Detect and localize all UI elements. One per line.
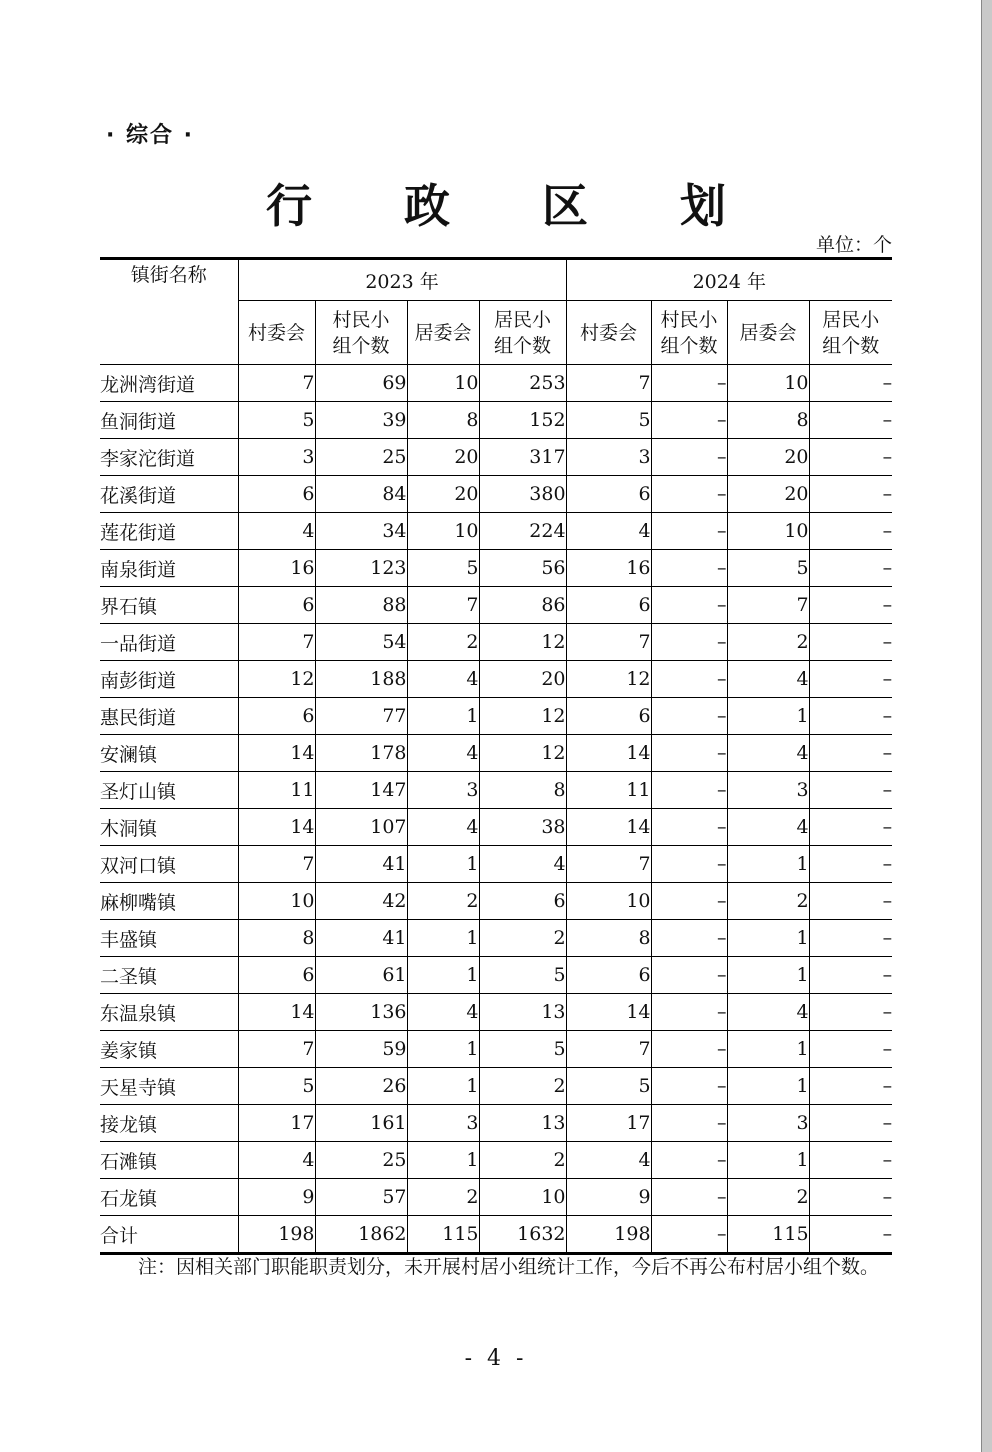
value-cell: 6 xyxy=(566,587,651,624)
value-cell: 16 xyxy=(566,550,651,587)
sub-header-cell xyxy=(566,301,651,365)
value-cell: 10 xyxy=(407,365,479,402)
value-cell: 14 xyxy=(566,735,651,772)
sub-header-cell xyxy=(651,301,727,365)
value-cell: 11 xyxy=(238,772,315,809)
value-cell: 1 xyxy=(727,846,809,883)
value-cell: 10 xyxy=(407,513,479,550)
header-year-2023: 2023 年 xyxy=(238,259,566,301)
value-cell: – xyxy=(809,1216,892,1254)
value-cell: 7 xyxy=(407,587,479,624)
value-cell: 8 xyxy=(566,920,651,957)
value-cell: 5 xyxy=(238,1068,315,1105)
table-row xyxy=(100,624,892,661)
sub-header-text: 村民小 xyxy=(660,308,718,331)
value-cell: 54 xyxy=(315,624,407,661)
value-cell: 69 xyxy=(315,365,407,402)
value-cell: 5 xyxy=(479,957,566,994)
value-cell: 8 xyxy=(479,772,566,809)
table-row xyxy=(100,476,892,513)
value-cell: 10 xyxy=(566,883,651,920)
sub-header-text: 组个数 xyxy=(822,334,880,357)
value-cell: 3 xyxy=(727,1105,809,1142)
value-cell: – xyxy=(651,1068,727,1105)
value-cell: 5 xyxy=(727,550,809,587)
value-cell: 1 xyxy=(407,920,479,957)
table-row xyxy=(100,402,892,439)
value-cell: – xyxy=(809,624,892,661)
value-cell: 14 xyxy=(238,994,315,1031)
value-cell: – xyxy=(809,1068,892,1105)
value-cell: 1632 xyxy=(479,1216,566,1254)
town-name-cell: 天星寺镇 xyxy=(100,1068,238,1105)
town-name-cell: 李家沱街道 xyxy=(100,439,238,476)
town-name-cell: 姜家镇 xyxy=(100,1031,238,1068)
value-cell: 198 xyxy=(238,1216,315,1254)
value-cell: 6 xyxy=(479,883,566,920)
value-cell: 17 xyxy=(238,1105,315,1142)
value-cell: 115 xyxy=(727,1216,809,1254)
value-cell: 2 xyxy=(479,1068,566,1105)
table-row xyxy=(100,365,892,402)
value-cell: 224 xyxy=(479,513,566,550)
value-cell: 4 xyxy=(727,994,809,1031)
value-cell: 14 xyxy=(238,809,315,846)
value-cell: – xyxy=(651,1031,727,1068)
value-cell: 4 xyxy=(566,1142,651,1179)
value-cell: 6 xyxy=(238,476,315,513)
value-cell: 1 xyxy=(407,1142,479,1179)
town-name-cell: 二圣镇 xyxy=(100,957,238,994)
total-row xyxy=(100,1216,892,1254)
value-cell: 86 xyxy=(479,587,566,624)
table-body xyxy=(100,365,892,1254)
table-row xyxy=(100,1068,892,1105)
page-number: - 4 - xyxy=(464,1346,528,1371)
value-cell: 1 xyxy=(727,1068,809,1105)
value-cell: 7 xyxy=(566,846,651,883)
value-cell: 2 xyxy=(727,883,809,920)
value-cell: – xyxy=(651,846,727,883)
town-name-cell: 花溪街道 xyxy=(100,476,238,513)
value-cell: 38 xyxy=(479,809,566,846)
value-cell: 178 xyxy=(315,735,407,772)
value-cell: 16 xyxy=(238,550,315,587)
sub-header-cell xyxy=(479,301,566,365)
value-cell: 1 xyxy=(407,1068,479,1105)
header-year-2024: 2024 年 xyxy=(566,259,892,301)
table-row xyxy=(100,1142,892,1179)
sub-header-text: 居委会 xyxy=(739,321,797,344)
value-cell: – xyxy=(651,1216,727,1254)
unit-label: 单位：个 xyxy=(815,234,892,256)
value-cell: 14 xyxy=(238,735,315,772)
value-cell: 6 xyxy=(238,957,315,994)
value-cell: – xyxy=(809,920,892,957)
value-cell: 13 xyxy=(479,1105,566,1142)
value-cell: – xyxy=(651,809,727,846)
value-cell: 188 xyxy=(315,661,407,698)
sub-header-cell xyxy=(407,301,479,365)
sub-header-cell xyxy=(727,301,809,365)
town-name-cell: 麻柳嘴镇 xyxy=(100,883,238,920)
sub-header-cell xyxy=(809,301,892,365)
value-cell: 6 xyxy=(238,698,315,735)
sub-header-cell xyxy=(315,301,407,365)
value-cell: – xyxy=(809,735,892,772)
value-cell: – xyxy=(809,846,892,883)
town-name-cell: 石滩镇 xyxy=(100,1142,238,1179)
value-cell: – xyxy=(651,550,727,587)
value-cell: 7 xyxy=(238,624,315,661)
town-name-cell: 南泉街道 xyxy=(100,550,238,587)
value-cell: 88 xyxy=(315,587,407,624)
value-cell: – xyxy=(809,439,892,476)
town-name-cell: 接龙镇 xyxy=(100,1105,238,1142)
value-cell: 1 xyxy=(407,1031,479,1068)
table-row xyxy=(100,587,892,624)
value-cell: 147 xyxy=(315,772,407,809)
table-row xyxy=(100,920,892,957)
table-row xyxy=(100,994,892,1031)
value-cell: – xyxy=(809,365,892,402)
footnote: 注：因相关部门职能职责划分，未开展村居小组统计工作，今后不再公布村居小组个数。 xyxy=(138,1256,880,1278)
town-name-cell: 圣灯山镇 xyxy=(100,772,238,809)
value-cell: 4 xyxy=(727,735,809,772)
value-cell: 7 xyxy=(238,1031,315,1068)
value-cell: 10 xyxy=(727,365,809,402)
value-cell: 4 xyxy=(727,809,809,846)
value-cell: 1 xyxy=(727,1142,809,1179)
town-name-cell: 惠民街道 xyxy=(100,698,238,735)
value-cell: 136 xyxy=(315,994,407,1031)
table-row xyxy=(100,957,892,994)
town-name-cell: 安澜镇 xyxy=(100,735,238,772)
value-cell: 380 xyxy=(479,476,566,513)
value-cell: 20 xyxy=(479,661,566,698)
value-cell: 5 xyxy=(566,1068,651,1105)
value-cell: 3 xyxy=(727,772,809,809)
value-cell: 25 xyxy=(315,439,407,476)
town-name-cell: 界石镇 xyxy=(100,587,238,624)
sub-header-text: 村委会 xyxy=(580,321,638,344)
value-cell: – xyxy=(809,513,892,550)
page-title: 行 政 区 划 xyxy=(265,179,765,233)
town-name-cell: 木洞镇 xyxy=(100,809,238,846)
value-cell: 4 xyxy=(479,846,566,883)
value-cell: 25 xyxy=(315,1142,407,1179)
town-name-cell: 石龙镇 xyxy=(100,1179,238,1216)
town-name-cell: 双河口镇 xyxy=(100,846,238,883)
value-cell: – xyxy=(809,994,892,1031)
table-row xyxy=(100,735,892,772)
value-cell: 1 xyxy=(727,1031,809,1068)
header-town-name: 镇街名称 xyxy=(100,259,238,365)
value-cell: 4 xyxy=(407,661,479,698)
value-cell: 2 xyxy=(727,1179,809,1216)
value-cell: 115 xyxy=(407,1216,479,1254)
value-cell: – xyxy=(651,402,727,439)
value-cell: 42 xyxy=(315,883,407,920)
value-cell: 1 xyxy=(727,957,809,994)
value-cell: 12 xyxy=(566,661,651,698)
sub-header-text: 村委会 xyxy=(247,321,305,344)
value-cell: 41 xyxy=(315,920,407,957)
value-cell: 4 xyxy=(407,994,479,1031)
table-row xyxy=(100,439,892,476)
value-cell: – xyxy=(651,698,727,735)
value-cell: 61 xyxy=(315,957,407,994)
value-cell: 12 xyxy=(479,624,566,661)
value-cell: – xyxy=(651,439,727,476)
value-cell: 34 xyxy=(315,513,407,550)
value-cell: 5 xyxy=(479,1031,566,1068)
table-row xyxy=(100,1031,892,1068)
value-cell: 3 xyxy=(407,772,479,809)
table-row xyxy=(100,550,892,587)
town-name-cell: 东温泉镇 xyxy=(100,994,238,1031)
value-cell: 9 xyxy=(566,1179,651,1216)
value-cell: – xyxy=(651,587,727,624)
value-cell: 7 xyxy=(727,587,809,624)
value-cell: – xyxy=(651,735,727,772)
value-cell: 7 xyxy=(566,365,651,402)
value-cell: 8 xyxy=(407,402,479,439)
value-cell: 14 xyxy=(566,994,651,1031)
value-cell: 10 xyxy=(238,883,315,920)
town-name-cell: 鱼洞街道 xyxy=(100,402,238,439)
value-cell: 5 xyxy=(238,402,315,439)
value-cell: 1 xyxy=(407,957,479,994)
value-cell: – xyxy=(651,1179,727,1216)
value-cell: 12 xyxy=(238,661,315,698)
value-cell: 4 xyxy=(407,809,479,846)
value-cell: – xyxy=(809,772,892,809)
value-cell: 20 xyxy=(407,476,479,513)
value-cell: – xyxy=(651,772,727,809)
sub-header-text: 组个数 xyxy=(494,334,552,357)
value-cell: – xyxy=(809,661,892,698)
value-cell: 4 xyxy=(407,735,479,772)
value-cell: 152 xyxy=(479,402,566,439)
value-cell: 41 xyxy=(315,846,407,883)
value-cell: 14 xyxy=(566,809,651,846)
town-name-cell: 合计 xyxy=(100,1216,238,1254)
value-cell: 1 xyxy=(407,846,479,883)
table-row xyxy=(100,809,892,846)
value-cell: 39 xyxy=(315,402,407,439)
value-cell: 7 xyxy=(238,846,315,883)
value-cell: 7 xyxy=(238,365,315,402)
value-cell: – xyxy=(651,661,727,698)
table-row xyxy=(100,513,892,550)
sub-header-text: 组个数 xyxy=(332,334,390,357)
value-cell: – xyxy=(651,513,727,550)
value-cell: 161 xyxy=(315,1105,407,1142)
value-cell: 59 xyxy=(315,1031,407,1068)
value-cell: 1 xyxy=(727,698,809,735)
value-cell: 17 xyxy=(566,1105,651,1142)
table-row xyxy=(100,1179,892,1216)
value-cell: 2 xyxy=(727,624,809,661)
value-cell: 20 xyxy=(727,439,809,476)
section-label: · 综合 · xyxy=(106,123,195,148)
value-cell: – xyxy=(809,698,892,735)
value-cell: 4 xyxy=(238,513,315,550)
sub-header-text: 居民小 xyxy=(494,308,552,331)
value-cell: 4 xyxy=(238,1142,315,1179)
value-cell: 20 xyxy=(407,439,479,476)
value-cell: – xyxy=(809,550,892,587)
value-cell: 6 xyxy=(566,476,651,513)
sub-header-cell xyxy=(238,301,315,365)
town-name-cell: 丰盛镇 xyxy=(100,920,238,957)
sub-header-text: 居民小 xyxy=(822,308,880,331)
value-cell: 8 xyxy=(238,920,315,957)
value-cell: – xyxy=(809,1142,892,1179)
value-cell: 2 xyxy=(407,883,479,920)
value-cell: 4 xyxy=(727,661,809,698)
value-cell: – xyxy=(651,883,727,920)
value-cell: 4 xyxy=(566,513,651,550)
table-row xyxy=(100,772,892,809)
value-cell: 20 xyxy=(727,476,809,513)
sub-header-text: 组个数 xyxy=(660,334,718,357)
value-cell: 1 xyxy=(407,698,479,735)
value-cell: 2 xyxy=(407,624,479,661)
value-cell: 10 xyxy=(727,513,809,550)
table-row xyxy=(100,661,892,698)
value-cell: 10 xyxy=(479,1179,566,1216)
value-cell: 2 xyxy=(479,920,566,957)
value-cell: 7 xyxy=(566,1031,651,1068)
value-cell: 1 xyxy=(727,920,809,957)
value-cell: – xyxy=(809,883,892,920)
value-cell: 2 xyxy=(407,1179,479,1216)
value-cell: 6 xyxy=(566,957,651,994)
value-cell: 253 xyxy=(479,365,566,402)
town-name-cell: 一品街道 xyxy=(100,624,238,661)
value-cell: 6 xyxy=(238,587,315,624)
value-cell: 57 xyxy=(315,1179,407,1216)
value-cell: 12 xyxy=(479,698,566,735)
value-cell: 11 xyxy=(566,772,651,809)
value-cell: 12 xyxy=(479,735,566,772)
table-row xyxy=(100,883,892,920)
town-name-cell: 南彭街道 xyxy=(100,661,238,698)
value-cell: 77 xyxy=(315,698,407,735)
table-row xyxy=(100,846,892,883)
value-cell: 7 xyxy=(566,624,651,661)
value-cell: 198 xyxy=(566,1216,651,1254)
value-cell: 107 xyxy=(315,809,407,846)
value-cell: – xyxy=(809,587,892,624)
table-row xyxy=(100,1105,892,1142)
value-cell: 26 xyxy=(315,1068,407,1105)
value-cell: – xyxy=(651,624,727,661)
value-cell: – xyxy=(809,1105,892,1142)
value-cell: 5 xyxy=(407,550,479,587)
value-cell: 56 xyxy=(479,550,566,587)
value-cell: – xyxy=(809,1031,892,1068)
value-cell: – xyxy=(651,994,727,1031)
value-cell: 3 xyxy=(566,439,651,476)
value-cell: 317 xyxy=(479,439,566,476)
value-cell: 13 xyxy=(479,994,566,1031)
value-cell: 6 xyxy=(566,698,651,735)
value-cell: – xyxy=(651,957,727,994)
value-cell: – xyxy=(651,920,727,957)
administrative-division-table xyxy=(100,257,892,1255)
value-cell: – xyxy=(651,365,727,402)
table-row xyxy=(100,698,892,735)
value-cell: 9 xyxy=(238,1179,315,1216)
town-name-cell: 龙洲湾街道 xyxy=(100,365,238,402)
value-cell: 84 xyxy=(315,476,407,513)
value-cell: 1862 xyxy=(315,1216,407,1254)
value-cell: – xyxy=(809,809,892,846)
value-cell: – xyxy=(809,402,892,439)
value-cell: – xyxy=(809,1179,892,1216)
value-cell: 123 xyxy=(315,550,407,587)
sub-header-text: 村民小 xyxy=(332,308,390,331)
value-cell: – xyxy=(651,476,727,513)
value-cell: – xyxy=(809,957,892,994)
value-cell: – xyxy=(651,1105,727,1142)
value-cell: 3 xyxy=(407,1105,479,1142)
value-cell: 8 xyxy=(727,402,809,439)
value-cell: 2 xyxy=(479,1142,566,1179)
town-name-cell: 莲花街道 xyxy=(100,513,238,550)
value-cell: – xyxy=(651,1142,727,1179)
value-cell: – xyxy=(809,476,892,513)
value-cell: 3 xyxy=(238,439,315,476)
value-cell: 5 xyxy=(566,402,651,439)
sub-header-text: 居委会 xyxy=(414,321,472,344)
